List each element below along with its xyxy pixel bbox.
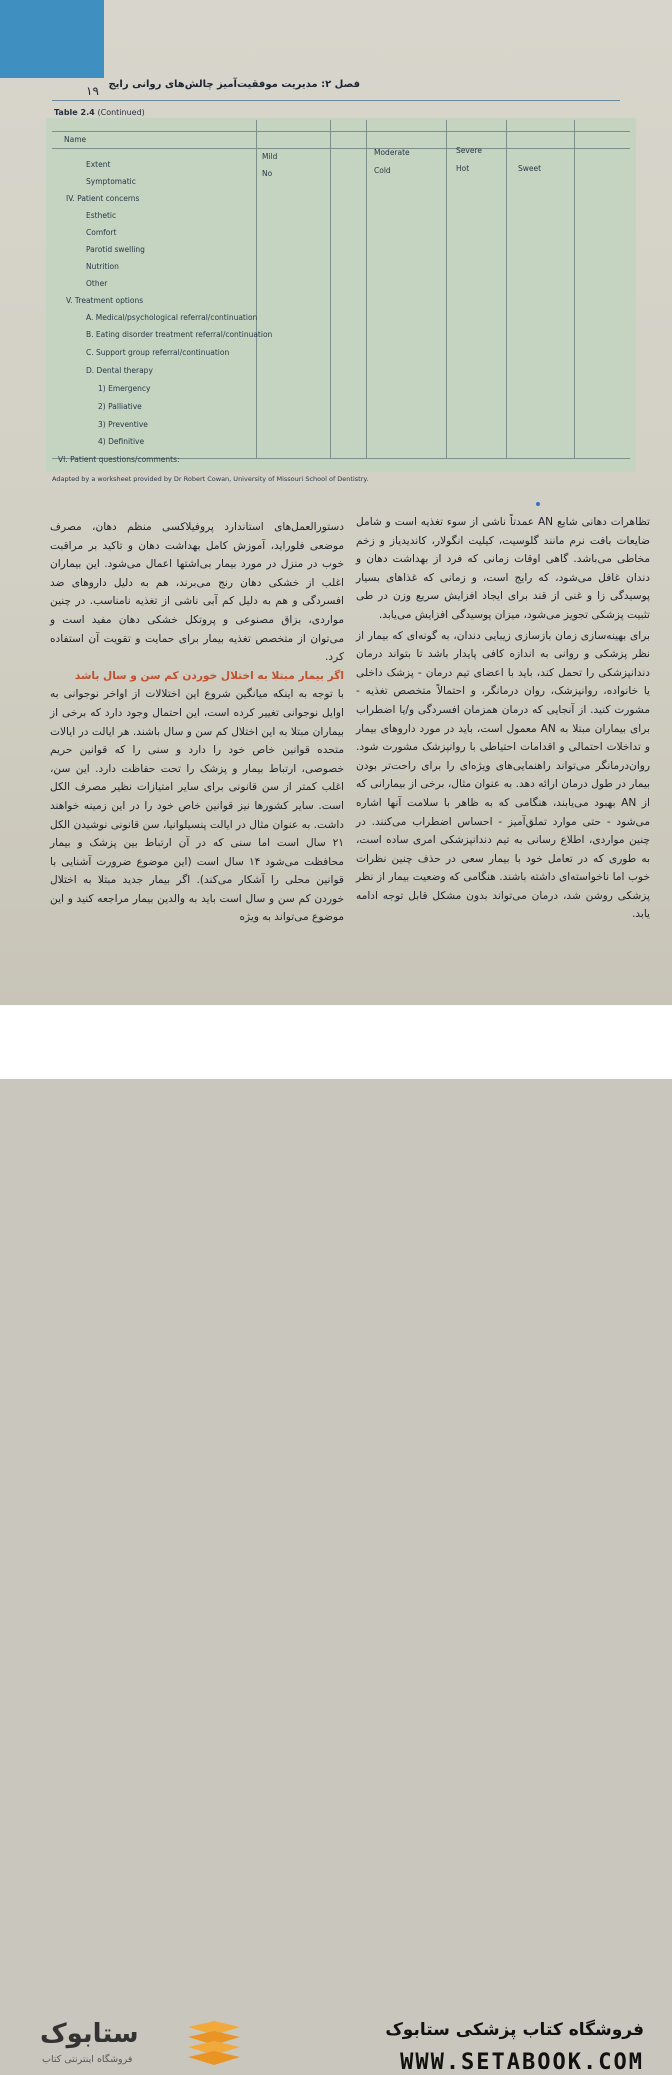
table-title [54, 108, 145, 117]
table-row-label: Parotid swelling [86, 245, 145, 254]
table-column-divider [330, 120, 331, 458]
table-column-divider [506, 120, 507, 458]
table-row-label: D. Dental therapy [86, 366, 153, 375]
table-row-label: Esthetic [86, 211, 117, 220]
table-row-label: A. Medical/psychological referral/continuation [86, 313, 258, 322]
table-row-label: Symptomatic [86, 177, 136, 186]
table-row-label: Extent [86, 160, 111, 169]
col-head-hot: Hot [456, 164, 470, 173]
paragraph: با توجه به اینکه میانگین شروع این اختلالات از اواخر نوجوانی به اوایل نوجوانی تغییر کرده است، این احتمال وجود دارد که برخی از بیماران مبتلا به این اختلال کم سن و سال باشند. هر ایالت در ایالات متحده قوانین خاص خود را دارد و سنی را که قوانین حریم خصوصی، ارتباط بیمار و پزشک را تحت حفاظت دارد. این سن، اغلب کمتر از سن قانونی برای سایر امتیازات نظیر مصرف الکل است. سایر کشورها نیز قوانین خاص خود را در این زمینه خواهند داشت. به عنوان مثال در ایالت پنسیلوانیا، سن قانونی نوشیدن الکل ۲۱ سال است اما سنی که در آن ارتباط بین پزشک و بیمار محافظت می‌شود ۱۴ سال است (این موضوع ضرورت آشنایی با قوانین محلی را آشکار می‌کند). اگر بیمار جدید مبتلا به اختلال خوردن کم سن و سال است باید به والدین بیمار مراجعه کنید و این موضوع می‌تواند به ویژه [50, 688, 344, 924]
table-title-label: Table 2.4 [54, 108, 95, 117]
header-rule [52, 100, 620, 101]
table-column-divider [446, 120, 447, 458]
table-row-label: Other [86, 279, 108, 288]
page-number: ۱۹ [86, 84, 99, 98]
chapter-title: فصل ۲: مدیریت موفقیت‌آمیز چالش‌های روانی رایج [108, 79, 360, 90]
logo-wordmark: ستابوک [40, 2019, 139, 2049]
table-row-label: 1) Emergency [98, 384, 151, 393]
paragraph: تظاهرات دهانی شایع AN عمدتاً ناشی از سوء تغذیه است و شامل ضایعات بافت نرم مانند گلوسیت، کیلیت انگولار، کاندیدیاز و زخم مخاطی می‌باشد. گاهی اوقات زمانی که فرد از بهداشت دهان و دندان غافل می‌شود، که رایج است، و زمانی که غذاهای بسیار پوسیدگی زا و غنی از قند برای ایجاد افزایش سریع وزن در طی تثبیت پزشکی تجویز می‌شود، میزان پوسیدگی افزایش می‌یابد. [356, 516, 650, 621]
store-footer-banner [0, 1005, 672, 2075]
table-row-label: V. Treatment options [66, 296, 144, 305]
table-row-label: B. Eating disorder treatment referral/continuation [86, 330, 273, 339]
paragraph: برای بهینه‌سازی زمان بازسازی زیبایی دندان، به گونه‌ای که بیمار از نظر پزشکی و روانی به اندازه کافی پایدار باشد تا بتواند درمان دندانپزشکی را تحمل کند، باید با اعضای تیم درمان - پزشک داخلی یا خانواده، روانپزشک، روان درمانگر، و احتمالاً متخصص تغذیه - مشورت کنید. از آنجایی که درمان همزمان افسردگی و/یا اضطراب برای بیماران مبتلا به AN معمول است، باید در مورد داروهای بیمار و تداخلات احتمالی و اقدامات احتیاطی با روانپزشک مشورت شود. روان‌درمانگر می‌تواند راهنمایی‌های ویژه‌ای را برای راحت‌تر بودن بیمار در طول درمان ارائه دهد. به عنوان مثال، برخی از بیمارانی که از AN بهبود می‌یابند، هنگامی که به ظاهر با سلامت آنها اشاره می‌شود - حتی موارد تملق‌آمیز - احساس اضطراب می‌کنند. در چنین مواردی، اطلاع رسانی به تیم دندانپزشکی امری ساده است، به طوری که در تعامل خود با بیمار سعی در حذف چنین نظرات خوب اما ناخواسته‌ای داشته باشند. هنگامی که وضعیت بیمار از نظر پزشکی روشن شد، درمان می‌تواند بدون مشکل قابل توجه ادامه یابد. [356, 629, 651, 921]
col-head-cold: Cold [374, 166, 391, 175]
logo-tagline: فروشگاه اینترنتی کتاب [42, 2054, 133, 2065]
table-row-label: VI. Patient questions/comments: [58, 455, 180, 464]
table-rule [52, 131, 630, 132]
col-head-severe: Severe [456, 146, 482, 155]
store-name: فروشگاه کتاب پزشکی ستابوک [385, 2020, 644, 2040]
table-title-suffix: (Continued) [97, 108, 145, 117]
col-head-sweet: Sweet [518, 164, 542, 173]
table-row-label: C. Support group referral/continuation [86, 348, 230, 357]
table-row-label: 3) Preventive [98, 420, 148, 429]
table-row-label: 4) Definitive [98, 437, 145, 446]
table-row-label: Nutrition [86, 262, 119, 271]
table-row-label: 2) Palliative [98, 402, 142, 411]
table-row-label: Comfort [86, 228, 117, 237]
paragraph: دستورالعمل‌های استاندارد پروفیلاکسی منظم دهان، مصرف موضعی فلوراید، آموزش کامل بهداشت دهان و تاکید بر مراقبت خوب در منزل در مورد بیمار بی‌اشتها اعمال می‌شود. این بیماران اغلب از خشکی دهان رنج می‌برند، هم به دلیل داروهای ضد افسردگی و هم به دلیل کم آبی ناشی از تغذیه نامناسب. در چنین مواردی، بزاق مصنوعی و پروتکل خشکی دهان مفید است و می‌توان از متخصص تغذیه بیمار برای حمایت و تقویت آن استفاده کرد. [50, 521, 344, 664]
text-column-right [356, 513, 650, 924]
book-page [0, 0, 672, 1005]
col-head-name: Name [64, 135, 87, 144]
table-column-divider [574, 120, 575, 458]
section-heading: اگر بیمار مبتلا به اختلال خوردن کم سن و سال باشد [74, 669, 344, 682]
table-caption: Adapted by a worksheet provided by Dr Robert Cowan, University of Missouri School of Dentistry. [52, 475, 369, 483]
worksheet-table [46, 118, 636, 472]
table-rule [52, 148, 630, 149]
blue-dot-mark [536, 502, 540, 506]
table-column-divider [366, 120, 367, 458]
text-column-left [50, 518, 344, 927]
store-url[interactable]: WWW.SETABOOK.COM [400, 2050, 644, 2075]
col-head-mild: Mild [262, 152, 278, 161]
table-column-divider [256, 120, 257, 458]
col-head-moderate: Moderate [374, 148, 410, 157]
table-row-label: IV. Patient concerns [66, 194, 140, 203]
chapter-color-tab [0, 0, 104, 78]
setabook-logo-icon [184, 2021, 244, 2069]
col-head-no: No [262, 169, 273, 178]
